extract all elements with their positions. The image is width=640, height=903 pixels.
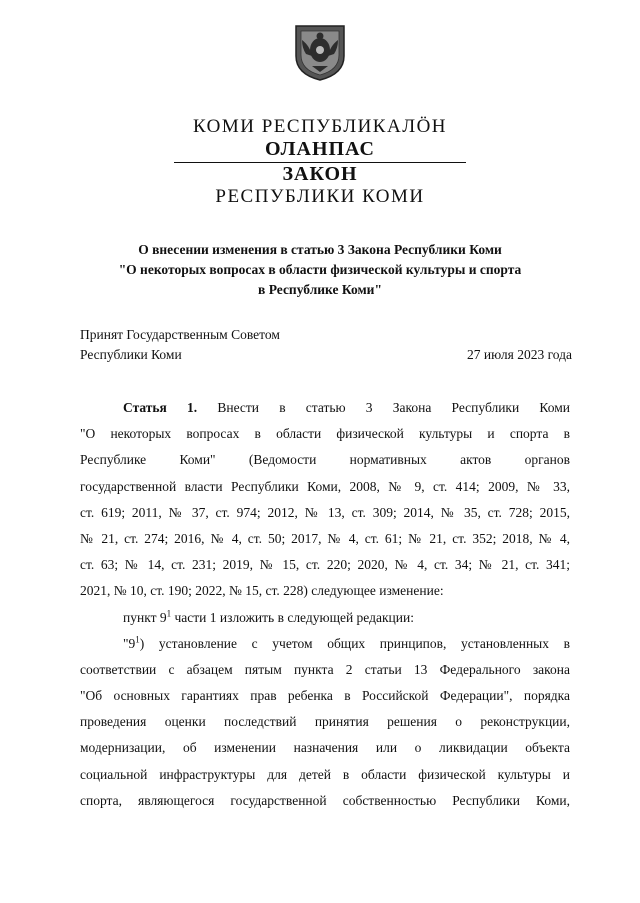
law-title <box>60 240 580 300</box>
quote-line: спорта, являющегося государственной собственностью Республики Коми, <box>80 792 570 808</box>
article-line: ст. 63; № 14, ст. 231; 2019, № 15, ст. 220; 2020, № 4, ст. 34; № 21, ст. 341; <box>80 557 570 573</box>
law-title-line: в Республике Коми" <box>258 282 382 297</box>
article-first-line <box>80 395 570 421</box>
point-line <box>80 605 570 631</box>
adoption-line: Принят Государственным Советом <box>80 327 280 342</box>
header-republic: РЕСПУБЛИКИ КОМИ <box>215 186 425 207</box>
point-post: части 1 изложить в следующей редакции: <box>171 609 414 625</box>
article-line: государственной власти Республики Коми, 2008, № 9, ст. 414; 2009, № 33, <box>80 478 570 494</box>
article-line: "О некоторых вопросах в области физической культуры и спорта в <box>80 426 570 442</box>
article-line: № 21, ст. 274; 2016, № 4, ст. 50; 2017, № 4, ст. 61; № 21, ст. 352; 2018, № 4, <box>80 530 570 546</box>
quote-post: ) установление с учетом общих принципов, установленных в <box>139 635 570 651</box>
article-line: 2021, № 10, ст. 190; 2022, № 15, ст. 228) следующее изменение: <box>80 583 444 599</box>
quote-sup: 1 <box>135 634 140 645</box>
quote-line: "Об основных гарантиях прав ребенка в Российской Федерации", порядка <box>80 688 570 704</box>
point-sup: 1 <box>166 608 172 618</box>
quote-line: проведения оценки последствий принятия решения о реконструкции, <box>80 714 570 730</box>
quote-line: социальной инфраструктуры для детей в области физической культуры и <box>80 766 570 782</box>
adoption-block <box>80 325 280 365</box>
quote-line: модернизации, об изменении назначения или о ликвидации объекта <box>80 740 570 756</box>
coat-of-arms-icon <box>292 22 348 82</box>
adoption-line: Республики Коми <box>80 347 182 362</box>
article-line: Республике Коми" (Ведомости нормативных актов органов <box>80 452 570 468</box>
quote-pre: "9 <box>123 635 136 651</box>
quote-first-line <box>80 631 570 657</box>
header-komi-title: КОМИ РЕСПУБЛИКАЛӦН <box>192 116 448 137</box>
header-olanpas: ОЛАНПАС <box>265 138 375 160</box>
article-line: ст. 619; 2011, № 37, ст. 974; 2012, № 13, ст. 309; 2014, № 35, ст. 728; 2015, <box>80 504 570 520</box>
quote-line: соответствии с абзацем пятым пункта 2 статьи 13 Федерального закона <box>80 661 570 677</box>
adoption-date: 27 июля 2023 года <box>467 347 572 362</box>
point-pre: пункт 9 <box>123 609 167 625</box>
law-title-line: О внесении изменения в статью 3 Закона Республики Коми <box>138 242 502 257</box>
article-body <box>80 395 570 814</box>
article-label: Статья 1. <box>123 400 198 415</box>
law-title-line: "О некоторых вопросах в области физической культуры и спорта <box>118 262 522 277</box>
article-first-text: Внести в статью 3 Закона Республики Коми <box>217 400 570 415</box>
header-zakon: ЗАКОН <box>282 163 358 185</box>
